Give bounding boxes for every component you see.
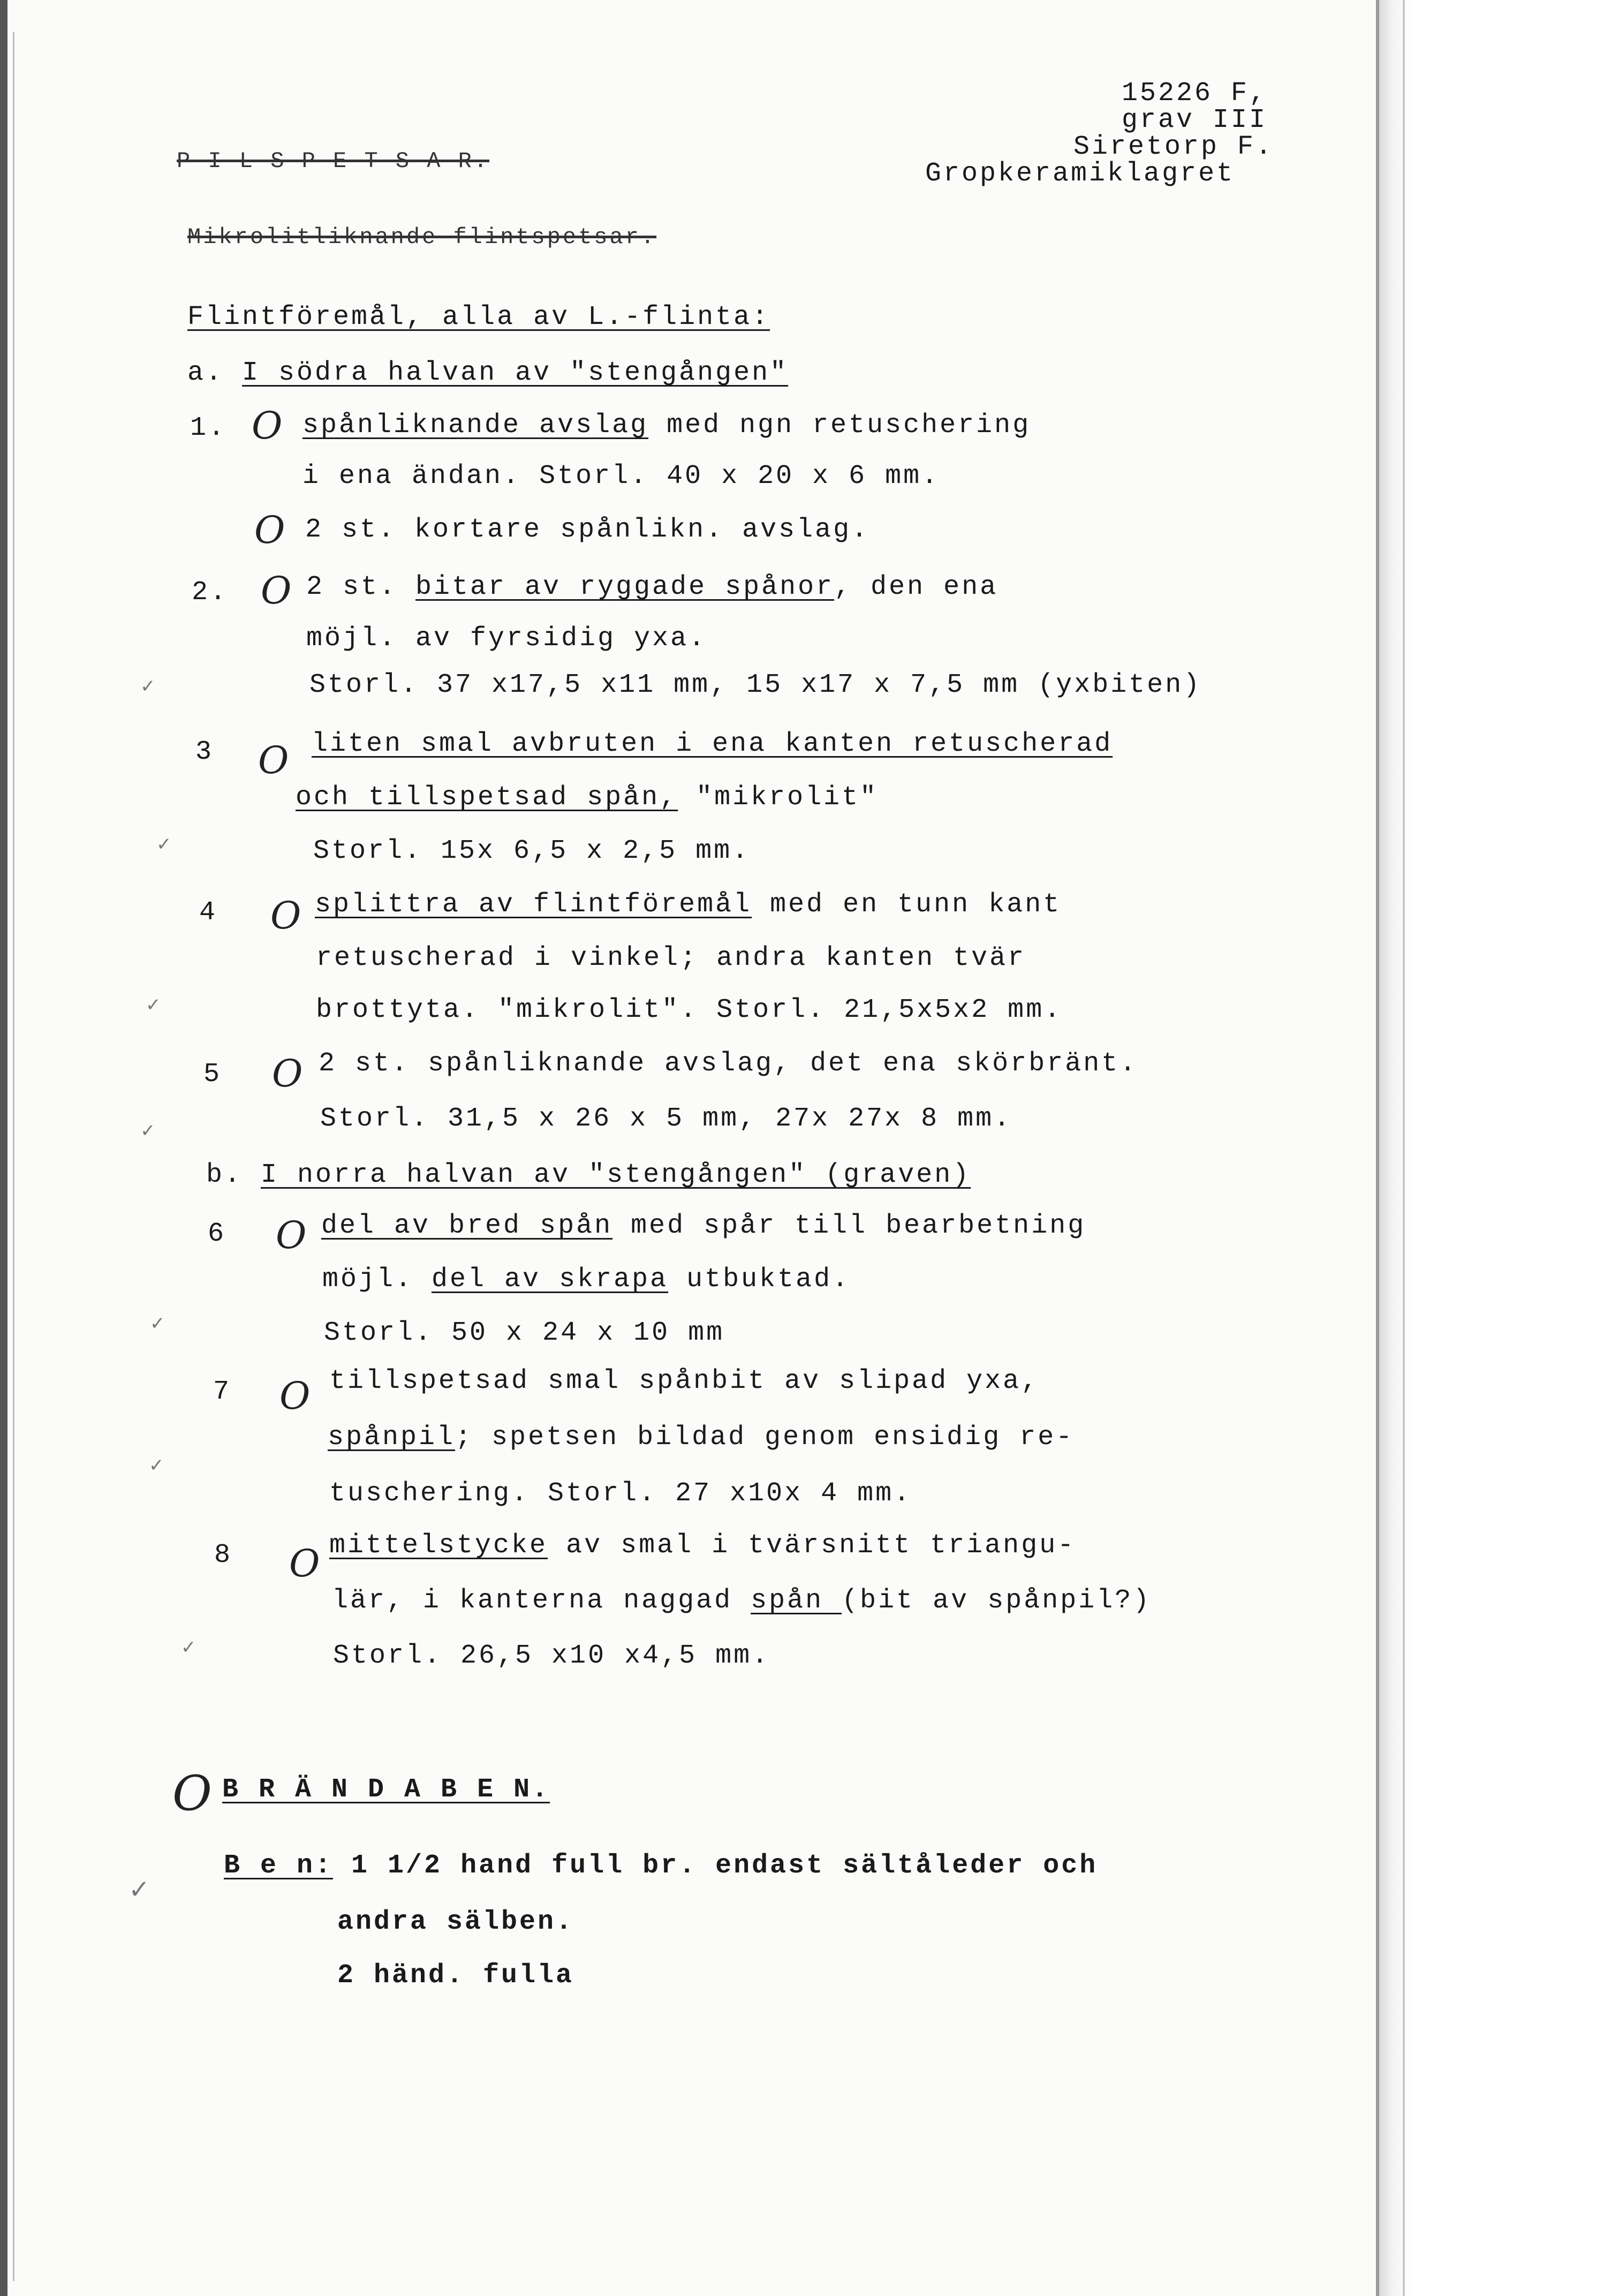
item-2-mark: O — [261, 569, 292, 613]
bones-label: B e n: — [224, 1851, 334, 1881]
item-2-line-2: möjl. av fyrsidig yxa. — [306, 623, 707, 654]
item-4-line-3: brottyta. "mikrolit". Storl. 21,5x5x2 mm. — [316, 995, 1063, 1025]
book-binding — [1379, 0, 1411, 2296]
item-5-line-2: Storl. 31,5 x 26 x 5 mm, 27x 27x 8 mm. — [320, 1104, 1012, 1134]
item-3-line-2 — [296, 784, 878, 811]
bones-heading-text: B R Ä N D A B E N. — [222, 1774, 550, 1805]
item-1-mark: O — [252, 404, 283, 448]
section-a-label: a. — [187, 358, 224, 388]
bones-mark: O — [172, 1765, 212, 1822]
site-name: Siretorp F. — [1073, 132, 1274, 162]
item-8-lead: mittelstycke — [329, 1530, 548, 1561]
section-b-title: I norra halvan av "stengången" (graven) — [261, 1160, 971, 1190]
item-6-rest: med spår till bearbetning — [612, 1211, 1086, 1241]
catalog-number: 15226 F, — [1122, 78, 1268, 109]
item-6-lead: del av bred spån — [321, 1211, 613, 1241]
margin-tick-1: ✓ — [140, 676, 156, 697]
item-4-lead: splittra av flintföremål — [315, 889, 752, 920]
item-1-line-2: i ena ändan. Storl. 40 x 20 x 6 mm. — [302, 461, 940, 492]
section-b-label: b. — [206, 1160, 243, 1190]
page-left-edge — [0, 0, 7, 2296]
item-6-lead2: del av skrapa — [432, 1264, 669, 1295]
item-2-rest: , den ena — [834, 572, 998, 602]
section-a-title: I södra halvan av "stengången" — [242, 358, 789, 388]
item-4-line-1 — [315, 889, 1062, 920]
grave-label: grav III — [1122, 105, 1268, 135]
item-4-mark: O — [270, 894, 301, 938]
margin-tick-6: ✓ — [149, 1455, 164, 1476]
bones-line-2: andra sälben. — [337, 1907, 574, 1937]
item-1-number: 1. — [190, 413, 227, 443]
item-2-line-1 — [306, 574, 998, 601]
margin-tick-3: ✓ — [146, 994, 161, 1016]
item-2-line-3: Storl. 37 x17,5 x11 mm, 15 x17 x 7,5 mm (yxbiten) — [309, 670, 1202, 700]
bones-line-3: 2 händ. fulla — [337, 1960, 574, 1991]
item-8-rest2: (bit av spånpil?) — [842, 1585, 1152, 1616]
item-3-lead: liten smal avbruten i ena kanten retuscherad — [312, 729, 1113, 759]
item-8-rest: av smal i tvärsnitt triangu- — [548, 1530, 1076, 1561]
item-8-line-3: Storl. 26,5 x10 x4,5 mm. — [333, 1641, 770, 1671]
margin-tick-2: ✓ — [156, 834, 172, 855]
item-6-mark: O — [276, 1213, 307, 1257]
item-1-lead: spånliknande avslag — [302, 410, 649, 441]
item-5-line-1: 2 st. spånliknande avslag, det ena skörbränt. — [319, 1048, 1138, 1079]
item-7-lead2: spånpil — [328, 1422, 456, 1453]
item-8-line-1 — [329, 1532, 1076, 1559]
item-6-line-2 — [322, 1266, 850, 1293]
item-3-number: 3 — [195, 737, 214, 767]
item-4-rest: med en tunn kant — [752, 889, 1062, 920]
item-6-line-1 — [321, 1213, 1086, 1240]
item-2-pre: 2 st. — [306, 572, 416, 602]
item-8-lead2: spån — [751, 1585, 842, 1616]
item-3-line-3: Storl. 15x 6,5 x 2,5 mm. — [313, 836, 751, 866]
item-3-rest2: "mikrolit" — [678, 782, 879, 813]
intro-line — [187, 304, 770, 331]
item-6-rest2: utbuktad. — [668, 1264, 851, 1295]
item-3-mark: O — [258, 738, 289, 782]
item-1-rest: med ngn retuschering — [648, 410, 1031, 441]
margin-tick-7: ✓ — [181, 1637, 196, 1658]
item-5-number: 5 — [203, 1059, 222, 1090]
item-7-line-2 — [328, 1424, 1074, 1451]
item-7-rest2: ; spetsen bildad genom ensidig re- — [455, 1422, 1075, 1453]
item-2-number: 2. — [192, 577, 229, 608]
margin-tick-4: ✓ — [140, 1120, 156, 1142]
item-7-mark: O — [279, 1374, 311, 1418]
item-4-line-2: retuscherad i vinkel; andra kanten tvär — [316, 943, 1026, 973]
struck-heading-mikrolit: Mikrolitliknande flintspetsar. — [187, 224, 657, 250]
item-7-line-3: tuschering. Storl. 27 x10x 4 mm. — [329, 1478, 912, 1509]
item-1b-text: 2 st. kortare spånlikn. avslag. — [305, 515, 870, 545]
item-5-mark: O — [272, 1052, 303, 1096]
intro-text: Flintföremål, alla av L.-flinta: — [187, 302, 770, 333]
layer-name: Gropkeramiklagret — [925, 158, 1235, 189]
item-3-lead2: och tillspetsad spån, — [296, 782, 678, 813]
bones-line-1 — [224, 1853, 1098, 1879]
section-b-heading — [206, 1162, 971, 1189]
item-3-line-1 — [312, 731, 1113, 758]
margin-tick-5: ✓ — [150, 1313, 165, 1334]
binding-edge-line — [1403, 0, 1405, 2296]
item-4-number: 4 — [199, 897, 218, 928]
item-6-pre2: möjl. — [322, 1264, 432, 1295]
item-8-number: 8 — [214, 1540, 233, 1570]
item-8-pre2: lär, i kanterna naggad — [332, 1585, 751, 1616]
section-a-heading — [187, 360, 788, 387]
page-left-line — [13, 32, 14, 2281]
margin-tick-8: ✓ — [128, 1875, 150, 1905]
item-2-lead: bitar av ryggade spånor — [415, 572, 835, 602]
item-6-number: 6 — [208, 1219, 226, 1249]
bones-heading — [222, 1774, 550, 1805]
item-8-mark: O — [289, 1542, 320, 1585]
item-6-line-3: Storl. 50 x 24 x 10 mm — [324, 1318, 725, 1348]
item-8-line-2 — [332, 1585, 1152, 1616]
item-7-number: 7 — [213, 1377, 232, 1407]
item-7-line-1: tillspetsad smal spånbit av slipad yxa, — [329, 1366, 1040, 1396]
struck-heading-pilspetsar: P I L S P E T S A R. — [177, 148, 490, 174]
item-1b-mark: O — [254, 508, 285, 552]
bones-line-1-text: 1 1/2 hand full br. endast sältåleder och — [333, 1851, 1098, 1881]
item-1-line-1 — [302, 412, 1031, 439]
